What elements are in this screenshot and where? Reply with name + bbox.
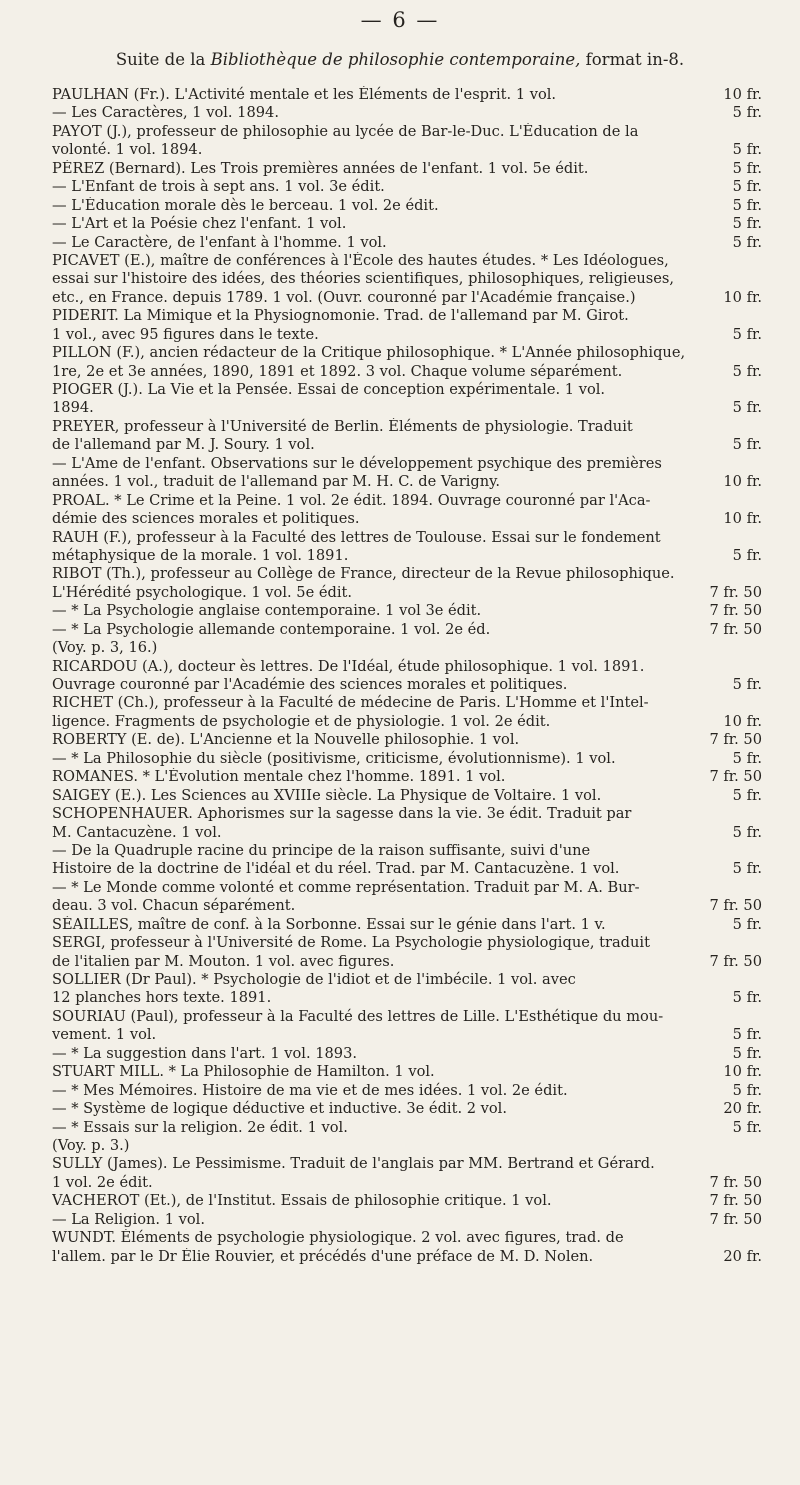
entry-text: 12 planches hors texte. 1891.	[52, 989, 272, 1007]
catalog-entry	[52, 1155, 762, 1192]
entry-price: 10 fr.	[723, 288, 762, 306]
entry-price: 7 fr. 50	[709, 1210, 762, 1228]
entry-text: SOURIAU (Paul), professeur à la Faculté des lettres de Lille. L'Esthétique du mou-	[52, 1007, 664, 1025]
catalog-entry	[52, 123, 762, 160]
entry-text: RAUH (F.), professeur à la Faculté des lettres de Toulouse. Essai sur le fondement	[52, 528, 661, 546]
entry-price: 5 fr.	[732, 749, 762, 767]
catalog-entry	[52, 768, 762, 786]
entry-text: PICAVET (E.), maître de conférences à l'École des hautes études. * Les Idéologues,	[52, 251, 669, 269]
entry-line	[52, 418, 762, 436]
entry-text: RIBOT (Th.), professeur au Collège de France, directeur de la Revue philosophique.	[52, 565, 675, 583]
entry-price: 7 fr. 50	[709, 620, 762, 638]
entry-text: — * La Psychologie allemande contemporaine. 1 vol. 2e éd.	[52, 620, 491, 638]
entry-line	[52, 584, 762, 602]
entry-line	[52, 381, 762, 399]
entry-line	[52, 399, 762, 417]
entry-price: 7 fr. 50	[709, 1173, 762, 1191]
entry-text: M. Cantacuzène. 1 vol.	[52, 823, 222, 841]
entry-line	[52, 252, 762, 270]
entry-line	[52, 178, 762, 196]
entry-text: STUART MILL. * La Philosophie de Hamilton. 1 vol.	[52, 1063, 435, 1081]
entry-line	[52, 1119, 762, 1137]
entry-text: métaphysique de la morale. 1 vol. 1891.	[52, 546, 349, 564]
entry-text: WUNDT. Éléments de psychologie physiologique. 2 vol. avec figures, trad. de	[52, 1229, 624, 1247]
entry-line	[52, 123, 762, 141]
entry-line	[52, 86, 762, 104]
catalog-entry	[52, 1229, 762, 1266]
entry-text: PILLON (F.), ancien rédacteur de la Critique philosophique. * L'Année philosophique,	[52, 344, 686, 362]
entry-price: 5 fr.	[732, 1081, 762, 1099]
entry-line	[52, 197, 762, 215]
entry-price: 5 fr.	[732, 215, 762, 233]
catalog-entry	[52, 381, 762, 418]
entry-line	[52, 639, 762, 657]
entry-line	[52, 1045, 762, 1063]
entry-line	[52, 842, 762, 860]
entry-text: de l'italien par M. Mouton. 1 vol. avec figures.	[52, 952, 395, 970]
entry-text: RICARDOU (A.), docteur ès lettres. De l'Idéal, étude philosophique. 1 vol. 1891.	[52, 657, 645, 675]
entry-line	[52, 824, 762, 842]
entry-price: 10 fr.	[723, 86, 762, 103]
entry-text: SERGI, professeur à l'Université de Rome. La Psychologie physiologique, traduit	[52, 934, 650, 952]
entry-price: 10 fr.	[723, 473, 762, 491]
catalog-entry	[52, 492, 762, 529]
entry-line	[52, 529, 762, 547]
entry-price: 5 fr.	[732, 915, 762, 933]
entry-price: 5 fr.	[732, 178, 762, 196]
entry-price: 7 fr. 50	[709, 952, 762, 970]
entry-price: 5 fr.	[732, 362, 762, 380]
entry-text: (Voy. p. 3.)	[52, 1136, 130, 1154]
entry-text: démie des sciences morales et politiques.	[52, 510, 360, 528]
entry-text: — * Essais sur la religion. 2e édit. 1 vol.	[52, 1118, 348, 1136]
entry-line	[52, 547, 762, 565]
entry-line	[52, 860, 762, 878]
entry-text: PROAL. * Le Crime et la Peine. 1 vol. 2e édit. 1894. Ouvrage couronné par l'Aca-	[52, 491, 651, 509]
catalog-entry	[52, 731, 762, 768]
entry-text: ROBERTY (E. de). L'Ancienne et la Nouvelle philosophie. 1 vol.	[52, 731, 520, 749]
subtitle-series-title: Bibliothèque de philosophie contemporaine,	[210, 50, 581, 69]
entry-text: ROMANES. * L'Évolution mentale chez l'homme. 1891. 1 vol.	[52, 768, 506, 786]
entry-price: 10 fr.	[723, 1063, 762, 1081]
entry-line	[52, 621, 762, 639]
catalog-entry	[52, 694, 762, 731]
entry-line	[52, 879, 762, 897]
entry-price: 5 fr.	[732, 104, 762, 122]
entry-price: 10 fr.	[723, 712, 762, 730]
entry-line	[52, 805, 762, 823]
catalog-entry	[52, 1063, 762, 1155]
catalog-entry	[52, 160, 762, 252]
entry-text: 1894.	[52, 399, 94, 417]
entry-text: Histoire de la doctrine de l'idéal et du réel. Trad. par M. Cantacuzène. 1 vol.	[52, 860, 620, 878]
entry-text: RICHET (Ch.), professeur à la Faculté de médecine de Paris. L'Homme et l'Intel-	[52, 694, 649, 712]
entry-line	[52, 289, 762, 307]
entry-text: — L'Ame de l'enfant. Observations sur le développement psychique des premières	[52, 454, 662, 472]
entry-text: — Le Caractère, de l'enfant à l'homme. 1 vol.	[52, 233, 387, 251]
entry-price: 5 fr.	[732, 823, 762, 841]
entry-text: SAIGEY (E.). Les Sciences au XVIIIe siècle. La Physique de Voltaire. 1 vol.	[52, 786, 602, 804]
entry-line	[52, 1174, 762, 1192]
entry-line	[52, 215, 762, 233]
entry-text: PAULHAN (Fr.). L'Activité mentale et les Éléments de l'esprit. 1 vol.	[52, 86, 557, 103]
entry-line	[52, 104, 762, 122]
entry-price: 5 fr.	[732, 325, 762, 343]
catalog-entry	[52, 934, 762, 971]
entry-line	[52, 326, 762, 344]
entry-line	[52, 694, 762, 712]
entry-line	[52, 344, 762, 362]
entry-text: (Voy. p. 3, 16.)	[52, 639, 158, 657]
entry-line	[52, 658, 762, 676]
entry-price: 20 fr.	[723, 1247, 762, 1265]
entry-line	[52, 510, 762, 528]
entry-price: 5 fr.	[732, 233, 762, 251]
entry-price: 5 fr.	[732, 860, 762, 878]
catalog-entry	[52, 418, 762, 492]
entry-line	[52, 234, 762, 252]
entry-line	[52, 768, 762, 786]
entry-line	[52, 750, 762, 768]
entry-line	[52, 676, 762, 694]
entry-line	[52, 307, 762, 325]
entry-text: SÉAILLES, maître de conf. à la Sorbonne. Essai sur le génie dans l'art. 1 v.	[52, 915, 606, 933]
entry-text: SCHOPENHAUER. Aphorismes sur la sagesse dans la vie. 3e édit. Traduit par	[52, 805, 632, 823]
catalog-entry	[52, 565, 762, 657]
entry-text: PAYOT (J.), professeur de philosophie au lycée de Bar-le-Duc. L'Éducation de la	[52, 122, 639, 140]
entry-price: 5 fr.	[732, 196, 762, 214]
entry-text: 1 vol., avec 95 figures dans le texte.	[52, 325, 319, 343]
page-number: — 6 —	[360, 8, 440, 32]
entry-line	[52, 1008, 762, 1026]
entry-price: 5 fr.	[732, 141, 762, 159]
entry-line	[52, 731, 762, 749]
page-subtitle	[0, 50, 800, 69]
entry-price: 5 fr.	[732, 1044, 762, 1062]
entry-text: PIDERIT. La Mimique et la Physiognomonie. Trad. de l'allemand par M. Girot.	[52, 307, 629, 325]
catalog-entry	[52, 916, 762, 934]
entry-line	[52, 602, 762, 620]
entry-text: deau. 3 vol. Chacun séparément.	[52, 897, 296, 915]
entry-text: PÉREZ (Bernard). Les Trois premières années de l'enfant. 1 vol. 5e édit.	[52, 159, 589, 177]
entry-line	[52, 455, 762, 473]
entry-line	[52, 1211, 762, 1229]
entry-price: 5 fr.	[732, 159, 762, 177]
catalog-entry	[52, 1008, 762, 1063]
entry-line	[52, 436, 762, 454]
entry-text: — * Système de logique déductive et inductive. 3e édit. 2 vol.	[52, 1100, 507, 1118]
entry-price: 7 fr. 50	[709, 731, 762, 749]
entry-text: années. 1 vol., traduit de l'allemand par M. H. C. de Varigny.	[52, 473, 501, 491]
entry-text: — L'Art et la Poésie chez l'enfant. 1 vol.	[52, 215, 347, 233]
entry-text: — * La suggestion dans l'art. 1 vol. 1893.	[52, 1044, 358, 1062]
entry-text: 1re, 2e et 3e années, 1890, 1891 et 1892. 3 vol. Chaque volume séparément.	[52, 362, 623, 380]
entry-text: etc., en France. depuis 1789. 1 vol. (Ouvr. couronné par l'Académie française.)	[52, 288, 636, 306]
entry-price: 5 fr.	[732, 1026, 762, 1044]
catalog-entry	[52, 252, 762, 307]
entry-text: ligence. Fragments de psychologie et de physiologie. 1 vol. 2e édit.	[52, 712, 551, 730]
entry-price: 5 fr.	[732, 436, 762, 454]
entry-text: — Les Caractères, 1 vol. 1894.	[52, 104, 279, 122]
entry-line	[52, 160, 762, 178]
entry-price: 7 fr. 50	[709, 583, 762, 601]
entry-text: — L'Enfant de trois à sept ans. 1 vol. 3e édit.	[52, 178, 385, 196]
entry-line	[52, 1063, 762, 1081]
entry-line	[52, 1248, 762, 1266]
entry-price: 5 fr.	[732, 1118, 762, 1136]
entry-price: 5 fr.	[732, 546, 762, 564]
entry-line	[52, 934, 762, 952]
entry-line	[52, 971, 762, 989]
entry-line	[52, 989, 762, 1007]
entry-price: 7 fr. 50	[709, 768, 762, 786]
catalog-list	[52, 86, 762, 1266]
entry-price: 7 fr. 50	[709, 1192, 762, 1210]
entry-line	[52, 953, 762, 971]
entry-price: 7 fr. 50	[709, 897, 762, 915]
entry-line	[52, 1155, 762, 1173]
catalog-entry	[52, 307, 762, 344]
entry-line	[52, 473, 762, 491]
entry-line	[52, 916, 762, 934]
entry-text: volonté. 1 vol. 1894.	[52, 141, 203, 159]
entry-line	[52, 1100, 762, 1118]
entry-text: essai sur l'histoire des idées, des théories scientifiques, philosophiques, religieuses,	[52, 270, 675, 288]
entry-line	[52, 1229, 762, 1247]
entry-price: 7 fr. 50	[709, 602, 762, 620]
catalog-entry	[52, 529, 762, 566]
entry-line	[52, 1192, 762, 1210]
entry-text: — * La Psychologie anglaise contemporaine. 1 vol 3e édit.	[52, 602, 482, 620]
entry-text: SULLY (James). Le Pessimisme. Traduit de l'anglais par MM. Bertrand et Gérard.	[52, 1155, 655, 1173]
entry-price: 5 fr.	[732, 786, 762, 804]
entry-line	[52, 897, 762, 915]
entry-text: — La Religion. 1 vol.	[52, 1210, 205, 1228]
entry-line	[52, 141, 762, 159]
catalog-entry	[52, 787, 762, 805]
entry-price: 20 fr.	[723, 1100, 762, 1118]
entry-text: — * La Philosophie du siècle (positivisme, criticisme, évolutionnisme). 1 vol.	[52, 749, 616, 767]
entry-text: 1 vol. 2e édit.	[52, 1173, 153, 1191]
catalog-entry	[52, 971, 762, 1008]
entry-line	[52, 492, 762, 510]
entry-line	[52, 1026, 762, 1044]
entry-text: PREYER, professeur à l'Université de Berlin. Éléments de physiologie. Traduit	[52, 417, 633, 435]
entry-text: — De la Quadruple racine du principe de la raison suffisante, suivi d'une	[52, 841, 591, 859]
entry-line	[52, 270, 762, 288]
subtitle-prefix: Suite de la	[115, 50, 211, 69]
entry-text: — * Mes Mémoires. Histoire de ma vie et de mes idées. 1 vol. 2e édit.	[52, 1081, 568, 1099]
entry-text: l'allem. par le Dr Élie Rouvier, et précédés d'une préface de M. D. Nolen.	[52, 1247, 594, 1265]
entry-price: 5 fr.	[732, 989, 762, 1007]
catalog-entry	[52, 658, 762, 695]
entry-line	[52, 363, 762, 381]
catalog-entry	[52, 805, 762, 916]
subtitle-suffix: format in-8.	[580, 50, 685, 69]
entry-text: de l'allemand par M. J. Soury. 1 vol.	[52, 436, 315, 454]
entry-price: 5 fr.	[732, 676, 762, 693]
entry-text: Ouvrage couronné par l'Académie des sciences morales et politiques.	[52, 676, 568, 693]
entry-text: — * Le Monde comme volonté et comme représentation. Traduit par M. A. Bur-	[52, 878, 640, 896]
catalog-entry	[52, 344, 762, 381]
catalog-entry	[52, 86, 762, 123]
entry-text: VACHEROT (Et.), de l'Institut. Essais de philosophie critique. 1 vol.	[52, 1192, 552, 1210]
entry-text: SOLLIER (Dr Paul). * Psychologie de l'idiot et de l'imbécile. 1 vol. avec	[52, 971, 576, 988]
entry-line	[52, 787, 762, 805]
entry-price: 10 fr.	[723, 510, 762, 528]
entry-text: PIOGER (J.). La Vie et la Pensée. Essai de conception expérimentale. 1 vol.	[52, 381, 606, 398]
entry-price: 5 fr.	[732, 399, 762, 417]
entry-text: vement. 1 vol.	[52, 1026, 157, 1044]
entry-line	[52, 565, 762, 583]
entry-line	[52, 1137, 762, 1155]
catalog-entry	[52, 1192, 762, 1229]
entry-text: — L'Éducation morale dès le berceau. 1 vol. 2e édit.	[52, 196, 439, 214]
entry-text: L'Hérédité psychologique. 1 vol. 5e édit.	[52, 583, 352, 601]
entry-line	[52, 1082, 762, 1100]
entry-line	[52, 713, 762, 731]
